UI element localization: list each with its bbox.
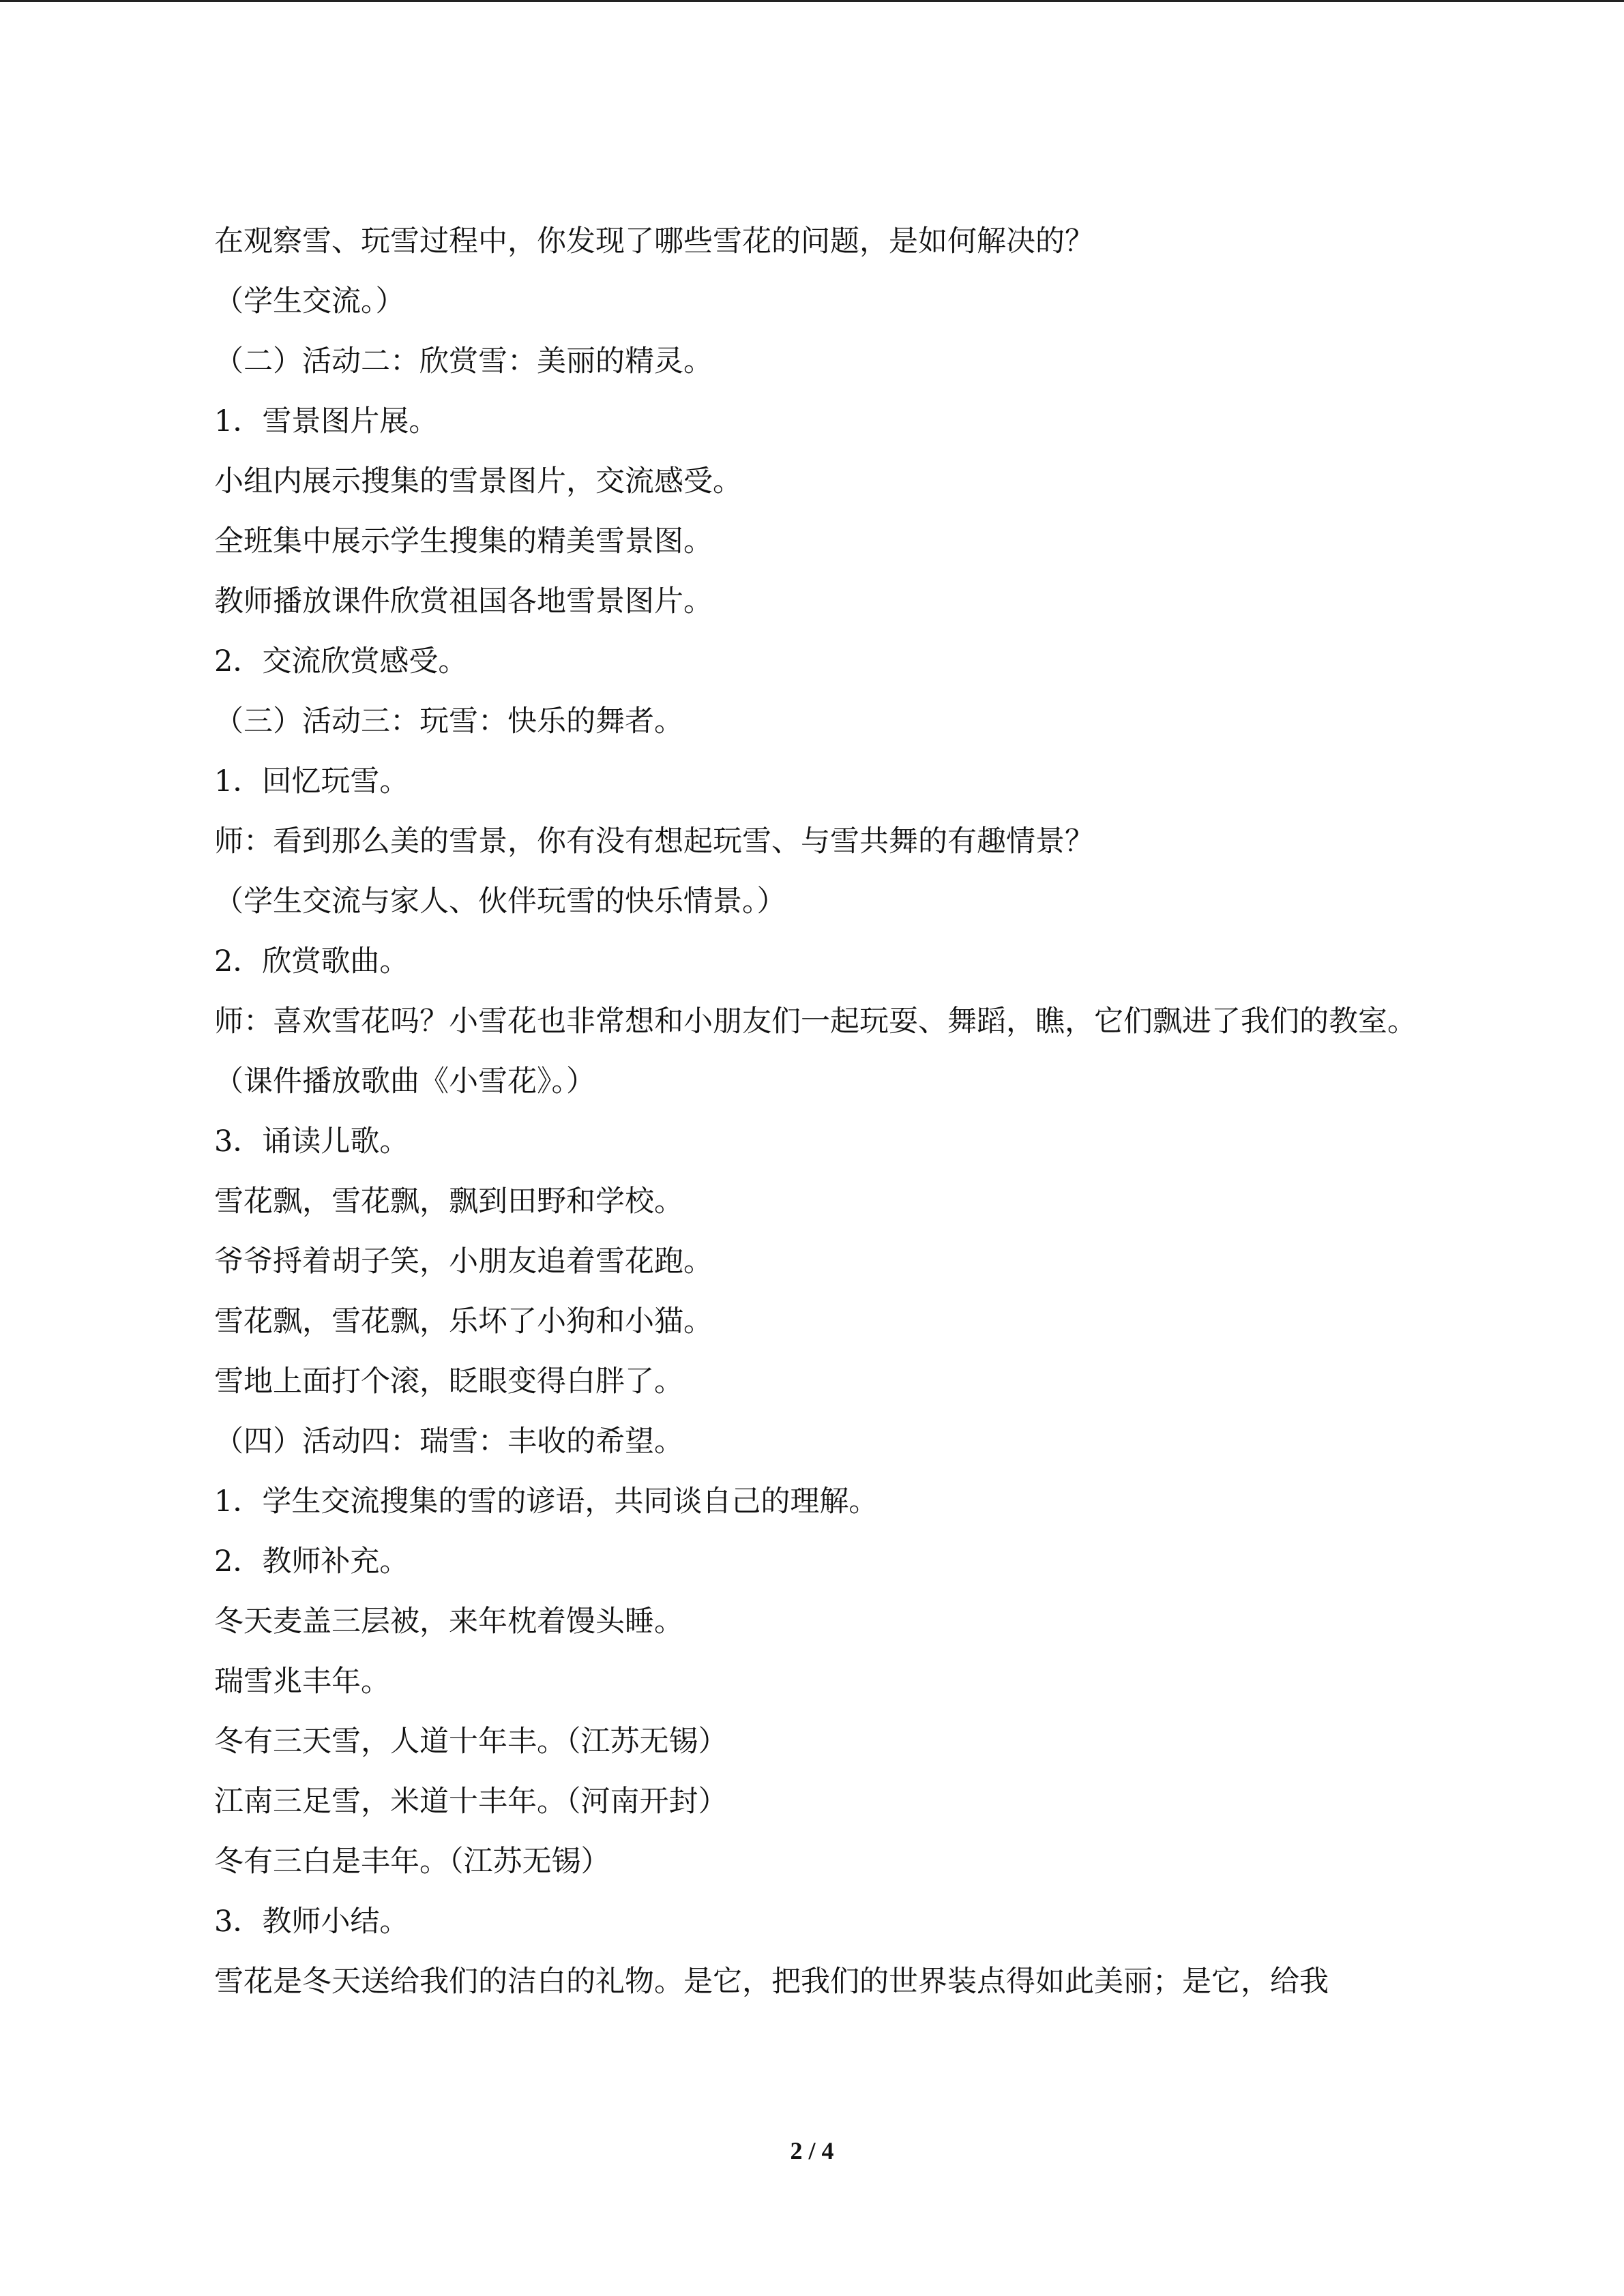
top-border-line — [0, 0, 1624, 2]
proverb-line: 冬有三白是丰年。（江苏无锡） — [214, 1845, 610, 1879]
paragraph: （学生交流。） — [214, 284, 405, 318]
paragraph: 师：喜欢雪花吗？小雪花也非常想和小朋友们一起玩耍、舞蹈，瞧，它们飘进了我们的教室。 — [214, 1004, 1417, 1039]
poem-line: 雪花飘，雪花飘，乐坏了小狗和小猫。 — [214, 1304, 713, 1339]
paragraph: 小组内展示搜集的雪景图片，交流感受。 — [214, 464, 742, 498]
poem-line: 雪花飘，雪花飘，飘到田野和学校。 — [214, 1184, 683, 1219]
document-body — [149, 211, 1462, 2012]
poem-line: 雪地上面打个滚，眨眼变得白胖了。 — [214, 1365, 683, 1399]
section-heading: （四）活动四：瑞雪：丰收的希望。 — [214, 1425, 683, 1459]
section-heading: （三）活动三：玩雪：快乐的舞者。 — [214, 704, 683, 739]
proverb-line: 冬天麦盖三层被，来年枕着馒头睡。 — [214, 1605, 683, 1639]
paragraph: 2．交流欣赏感受。 — [214, 644, 468, 679]
proverb-line: 江南三足雪，米道十丰年。（河南开封） — [214, 1785, 728, 1819]
proverb-line: 瑞雪兆丰年。 — [214, 1665, 390, 1699]
paragraph: 在观察雪、玩雪过程中，你发现了哪些雪花的问题，是如何解决的？ — [214, 224, 1094, 258]
proverb-line: 冬有三天雪，人道十年丰。（江苏无锡） — [214, 1725, 728, 1759]
paragraph: 全班集中展示学生搜集的精美雪景图。 — [214, 524, 713, 558]
paragraph: 2．教师补充。 — [214, 1545, 409, 1579]
paragraph: 师：看到那么美的雪景，你有没有想起玩雪、与雪共舞的有趣情景？ — [214, 824, 1094, 859]
paragraph: （课件播放歌曲《小雪花》。） — [214, 1064, 595, 1099]
section-heading: （二）活动二：欣赏雪：美丽的精灵。 — [214, 344, 713, 378]
paragraph: 教师播放课件欣赏祖国各地雪景图片。 — [214, 584, 713, 618]
page-number: 2 / 4 — [790, 2137, 834, 2164]
paragraph: 2．欣赏歌曲。 — [214, 944, 409, 979]
paragraph: 3．诵读儿歌。 — [214, 1124, 409, 1159]
paragraph: 1．学生交流搜集的雪的谚语，共同谈自己的理解。 — [214, 1485, 879, 1519]
paragraph: 1．雪景图片展。 — [214, 404, 439, 438]
poem-line: 爷爷捋着胡子笑，小朋友追着雪花跑。 — [214, 1244, 713, 1279]
paragraph: （学生交流与家人、伙伴玩雪的快乐情景。） — [214, 884, 786, 919]
paragraph: 雪花是冬天送给我们的洁白的礼物。是它，把我们的世界装点得如此美丽；是它，给我 — [214, 1965, 1329, 1999]
paragraph: 3．教师小结。 — [214, 1905, 409, 1939]
paragraph: 1．回忆玩雪。 — [214, 764, 409, 799]
